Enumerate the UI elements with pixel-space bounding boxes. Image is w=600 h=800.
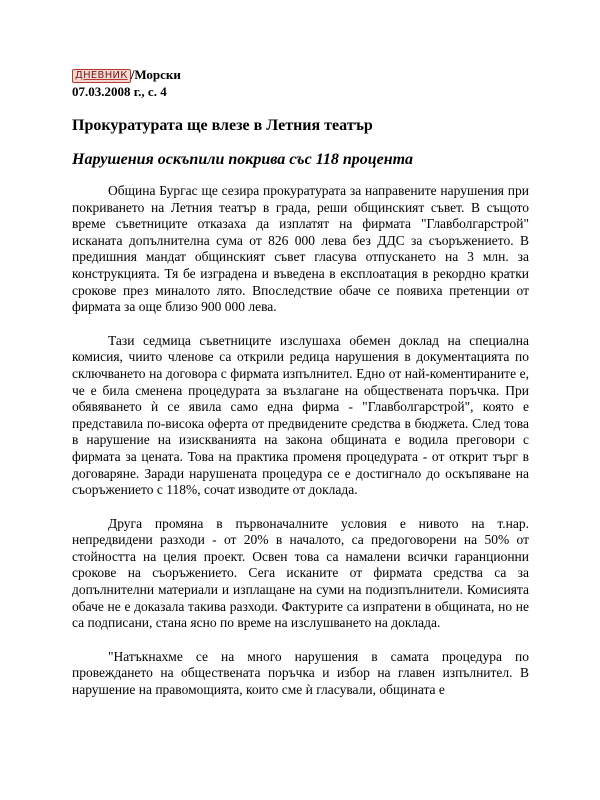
paragraph-2: Тази седмица съветниците изслушаха обемен доклад на специална комисия, чиито членове са открили редица нарушения в документацията по сключването на договора с фирмата изпълнител. Едно от най-коментираните е, че е била сменена процедурата за възлагане на обществената поръчка. При обявяването ѝ се явила само една фирма - "Главболгарстрой", която е представила по-висока оферта от предвидените средства в бюджета. След това в нарушение на изискванията на закона общината е водила преговори с фирмата за цената. Това на практика променя процедурата - от открит търг в договаряне. Заради нарушената процедура се е достигнало до оскъпяване на съоръжението с 118%, сочат изводите от доклада. [72, 332, 529, 498]
dnevnik-logo: ДНЕВНИК [72, 69, 131, 83]
masthead [72, 66, 181, 100]
paragraph-1: Община Бургас ще сезира прокуратурата за направените нарушения при покриването на Летния театър в града, реши общинският съвет. В същото време съветниците отказаха да изплатят на фирмата "Главболгарстрой" исканата допълнителна сума от 826 000 лева без ДДС за съоръжението. В предишния мандат общинският съвет гласува отпускането на 3 млн. за конструкцията. Тя бе изградена и въведена в експлоатация в рекордно кратки срокове през миналото лято. Впоследствие обаче се появиха претенции от фирмата за още близо 900 000 лева. [72, 183, 529, 315]
date-line: 07.03.2008 г., с. 4 [72, 84, 167, 99]
article-title: Прокуратурата ще влезе в Летния театър [72, 117, 373, 134]
paragraph-4: "Натъкнахме се на много нарушения в самата процедура по провеждането на обществената поръчка и избор на главен изпълнител. В нарушение на правомощията, които сме ѝ гласували, общината е [72, 648, 529, 698]
paragraph-3: Друга промяна в първоначалните условия е нивото на т.нар. непредвидени разходи - от 20% в началото, са предоговорени на 50% от стойността на целия проект. Освен това са намалени всички гаранционни срокове на съоръжението. Сега исканите от фирмата средства са за допълнителни материали и изплащане на суми на подизпълнители. Комисията обаче не е доказала такива разходи. Фактурите са изпратени в общината, но не са подписани, стана ясно по време на изслушването на доклада. [72, 515, 529, 631]
article-body [72, 183, 529, 716]
publication-suffix: /Морски [130, 67, 181, 82]
article-subtitle: Нарушения оскъпили покрива със 118 процента [72, 151, 414, 168]
publication-line [72, 66, 181, 83]
